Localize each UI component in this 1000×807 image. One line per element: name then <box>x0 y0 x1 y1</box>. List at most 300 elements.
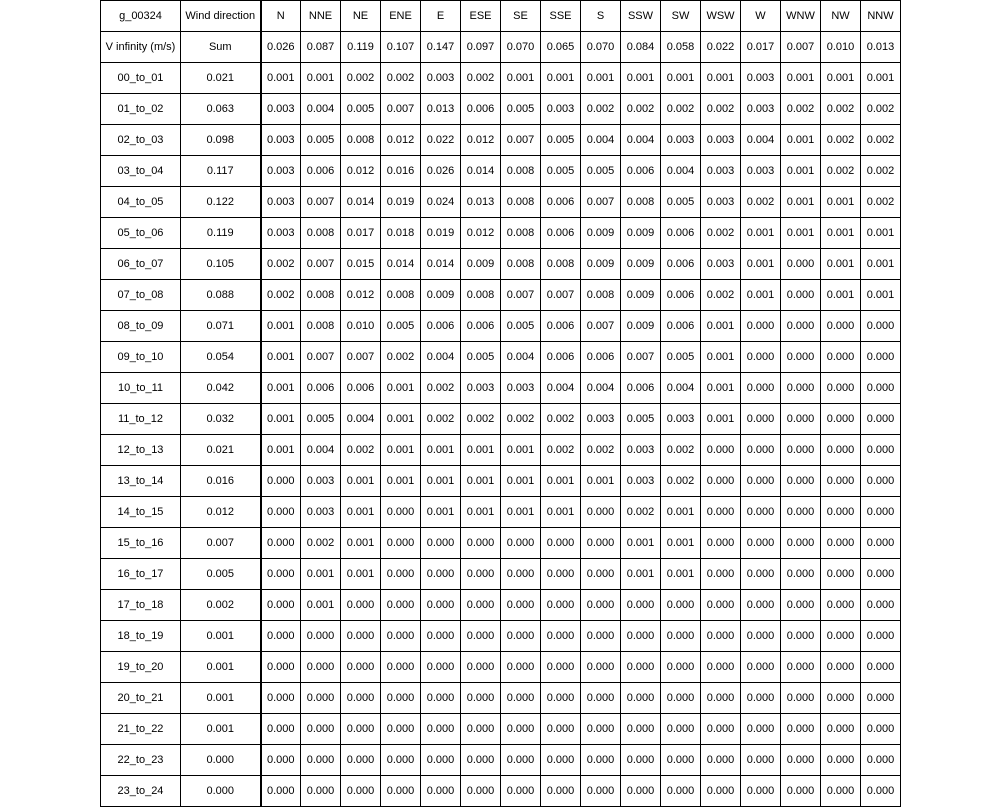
frequency-cell: 0.000 <box>261 745 301 776</box>
frequency-cell: 0.000 <box>741 435 781 466</box>
frequency-cell: 0.000 <box>821 528 861 559</box>
row-sum-cell: 0.117 <box>181 156 261 187</box>
frequency-cell: 0.000 <box>301 776 341 807</box>
frequency-cell: 0.001 <box>381 435 421 466</box>
frequency-cell: 0.012 <box>461 218 501 249</box>
direction-header-w: W <box>741 1 781 32</box>
frequency-cell: 0.006 <box>541 187 581 218</box>
frequency-cell: 0.000 <box>861 621 901 652</box>
frequency-cell: 0.000 <box>501 590 541 621</box>
frequency-cell: 0.001 <box>821 187 861 218</box>
frequency-cell: 0.001 <box>701 311 741 342</box>
frequency-cell: 0.000 <box>741 373 781 404</box>
speed-bin-label: 06_to_07 <box>101 249 181 280</box>
frequency-cell: 0.000 <box>821 652 861 683</box>
row-sum-cell: 0.001 <box>181 683 261 714</box>
frequency-cell: 0.002 <box>421 404 461 435</box>
speed-bin-label: 12_to_13 <box>101 435 181 466</box>
summary-cell: 0.058 <box>661 32 701 63</box>
frequency-cell: 0.000 <box>861 776 901 807</box>
frequency-cell: 0.001 <box>861 249 901 280</box>
table-row <box>101 373 901 404</box>
summary-cell: 0.017 <box>741 32 781 63</box>
direction-header-nw: NW <box>821 1 861 32</box>
frequency-cell: 0.000 <box>741 342 781 373</box>
frequency-cell: 0.000 <box>261 528 301 559</box>
frequency-cell: 0.001 <box>781 218 821 249</box>
frequency-cell: 0.005 <box>661 342 701 373</box>
frequency-cell: 0.004 <box>661 156 701 187</box>
direction-header-se: SE <box>501 1 541 32</box>
frequency-cell: 0.000 <box>621 590 661 621</box>
frequency-cell: 0.002 <box>701 280 741 311</box>
table-body <box>101 1 901 807</box>
frequency-cell: 0.000 <box>381 714 421 745</box>
direction-header-ese: ESE <box>461 1 501 32</box>
frequency-cell: 0.001 <box>781 187 821 218</box>
frequency-cell: 0.001 <box>461 466 501 497</box>
frequency-cell: 0.009 <box>581 218 621 249</box>
frequency-cell: 0.000 <box>341 621 381 652</box>
frequency-cell: 0.019 <box>381 187 421 218</box>
frequency-cell: 0.000 <box>461 776 501 807</box>
frequency-cell: 0.002 <box>461 404 501 435</box>
frequency-cell: 0.000 <box>741 621 781 652</box>
frequency-cell: 0.000 <box>501 652 541 683</box>
table-row <box>101 342 901 373</box>
frequency-cell: 0.000 <box>581 745 621 776</box>
frequency-cell: 0.014 <box>461 156 501 187</box>
frequency-cell: 0.000 <box>701 528 741 559</box>
frequency-cell: 0.008 <box>341 125 381 156</box>
frequency-cell: 0.008 <box>541 249 581 280</box>
frequency-cell: 0.002 <box>621 94 661 125</box>
frequency-cell: 0.001 <box>701 63 741 94</box>
speed-bin-label: 07_to_08 <box>101 280 181 311</box>
table-row <box>101 559 901 590</box>
frequency-cell: 0.008 <box>301 280 341 311</box>
frequency-cell: 0.009 <box>621 218 661 249</box>
frequency-cell: 0.000 <box>501 621 541 652</box>
frequency-cell: 0.000 <box>701 745 741 776</box>
frequency-cell: 0.000 <box>421 559 461 590</box>
table-row <box>101 94 901 125</box>
frequency-cell: 0.001 <box>781 63 821 94</box>
frequency-cell: 0.000 <box>421 776 461 807</box>
frequency-cell: 0.001 <box>421 497 461 528</box>
frequency-cell: 0.000 <box>821 435 861 466</box>
frequency-cell: 0.000 <box>381 776 421 807</box>
table-row <box>101 63 901 94</box>
summary-cell: 0.084 <box>621 32 661 63</box>
frequency-cell: 0.000 <box>821 621 861 652</box>
frequency-cell: 0.001 <box>261 63 301 94</box>
frequency-cell: 0.001 <box>661 528 701 559</box>
frequency-cell: 0.005 <box>301 125 341 156</box>
frequency-cell: 0.000 <box>541 559 581 590</box>
row-sum-cell: 0.016 <box>181 466 261 497</box>
direction-header-sw: SW <box>661 1 701 32</box>
speed-bin-label: 20_to_21 <box>101 683 181 714</box>
frequency-cell: 0.001 <box>501 435 541 466</box>
frequency-cell: 0.008 <box>301 218 341 249</box>
row-sum-cell: 0.007 <box>181 528 261 559</box>
frequency-cell: 0.002 <box>341 435 381 466</box>
frequency-cell: 0.001 <box>661 63 701 94</box>
frequency-cell: 0.000 <box>661 776 701 807</box>
frequency-cell: 0.002 <box>661 466 701 497</box>
frequency-cell: 0.001 <box>381 466 421 497</box>
frequency-cell: 0.002 <box>341 63 381 94</box>
frequency-cell: 0.000 <box>381 652 421 683</box>
frequency-cell: 0.000 <box>701 559 741 590</box>
frequency-cell: 0.000 <box>661 590 701 621</box>
frequency-cell: 0.001 <box>621 528 661 559</box>
frequency-cell: 0.007 <box>381 94 421 125</box>
frequency-cell: 0.000 <box>781 280 821 311</box>
speed-bin-label: 11_to_12 <box>101 404 181 435</box>
frequency-cell: 0.003 <box>701 249 741 280</box>
frequency-cell: 0.004 <box>621 125 661 156</box>
summary-cell: 0.119 <box>341 32 381 63</box>
frequency-cell: 0.000 <box>821 590 861 621</box>
frequency-cell: 0.000 <box>621 652 661 683</box>
direction-header-ene: ENE <box>381 1 421 32</box>
frequency-cell: 0.005 <box>581 156 621 187</box>
frequency-cell: 0.000 <box>741 404 781 435</box>
row-sum-cell: 0.119 <box>181 218 261 249</box>
frequency-cell: 0.000 <box>581 559 621 590</box>
frequency-cell: 0.000 <box>701 497 741 528</box>
frequency-cell: 0.007 <box>581 311 621 342</box>
frequency-cell: 0.012 <box>461 125 501 156</box>
frequency-cell: 0.002 <box>861 125 901 156</box>
frequency-cell: 0.000 <box>781 249 821 280</box>
summary-cell: 0.022 <box>701 32 741 63</box>
frequency-cell: 0.000 <box>621 621 661 652</box>
frequency-cell: 0.000 <box>861 590 901 621</box>
frequency-cell: 0.000 <box>701 683 741 714</box>
frequency-cell: 0.001 <box>341 528 381 559</box>
frequency-cell: 0.000 <box>861 652 901 683</box>
frequency-cell: 0.000 <box>621 776 661 807</box>
frequency-cell: 0.007 <box>301 187 341 218</box>
row-sum-cell: 0.001 <box>181 621 261 652</box>
speed-bin-label: 21_to_22 <box>101 714 181 745</box>
frequency-cell: 0.000 <box>581 497 621 528</box>
frequency-cell: 0.003 <box>621 435 661 466</box>
frequency-cell: 0.000 <box>821 311 861 342</box>
corner-label: g_00324 <box>101 1 181 32</box>
frequency-cell: 0.000 <box>781 311 821 342</box>
frequency-cell: 0.001 <box>781 156 821 187</box>
frequency-cell: 0.000 <box>541 590 581 621</box>
frequency-cell: 0.000 <box>861 466 901 497</box>
frequency-cell: 0.000 <box>701 435 741 466</box>
summary-cell: 0.010 <box>821 32 861 63</box>
summary-cell: 0.107 <box>381 32 421 63</box>
frequency-cell: 0.000 <box>261 776 301 807</box>
frequency-cell: 0.009 <box>461 249 501 280</box>
frequency-cell: 0.000 <box>741 714 781 745</box>
frequency-cell: 0.000 <box>301 683 341 714</box>
frequency-cell: 0.002 <box>861 94 901 125</box>
frequency-cell: 0.002 <box>381 63 421 94</box>
frequency-cell: 0.026 <box>421 156 461 187</box>
frequency-cell: 0.003 <box>741 156 781 187</box>
frequency-cell: 0.000 <box>461 745 501 776</box>
frequency-cell: 0.017 <box>341 218 381 249</box>
frequency-cell: 0.000 <box>701 590 741 621</box>
frequency-cell: 0.001 <box>821 280 861 311</box>
frequency-cell: 0.000 <box>741 683 781 714</box>
speed-bin-label: 23_to_24 <box>101 776 181 807</box>
frequency-cell: 0.009 <box>621 249 661 280</box>
frequency-cell: 0.000 <box>341 776 381 807</box>
frequency-cell: 0.000 <box>781 590 821 621</box>
speed-bin-label: 16_to_17 <box>101 559 181 590</box>
frequency-cell: 0.007 <box>581 187 621 218</box>
frequency-cell: 0.000 <box>741 590 781 621</box>
row-sum-cell: 0.105 <box>181 249 261 280</box>
speed-bin-label: 03_to_04 <box>101 156 181 187</box>
table-row <box>101 745 901 776</box>
frequency-cell: 0.000 <box>381 745 421 776</box>
frequency-cell: 0.001 <box>741 249 781 280</box>
table-row <box>101 187 901 218</box>
speed-bin-label: 09_to_10 <box>101 342 181 373</box>
frequency-cell: 0.008 <box>501 187 541 218</box>
speed-bin-label: 08_to_09 <box>101 311 181 342</box>
table-row <box>101 404 901 435</box>
frequency-cell: 0.022 <box>421 125 461 156</box>
frequency-cell: 0.000 <box>861 683 901 714</box>
frequency-cell: 0.000 <box>541 528 581 559</box>
frequency-cell: 0.005 <box>661 187 701 218</box>
frequency-cell: 0.002 <box>581 94 621 125</box>
frequency-cell: 0.000 <box>781 776 821 807</box>
table-row <box>101 497 901 528</box>
speed-bin-label: 17_to_18 <box>101 590 181 621</box>
frequency-cell: 0.002 <box>301 528 341 559</box>
frequency-cell: 0.006 <box>421 311 461 342</box>
frequency-cell: 0.002 <box>701 94 741 125</box>
frequency-cell: 0.001 <box>701 404 741 435</box>
frequency-cell: 0.001 <box>341 466 381 497</box>
frequency-cell: 0.000 <box>621 714 661 745</box>
frequency-cell: 0.014 <box>381 249 421 280</box>
frequency-cell: 0.000 <box>421 683 461 714</box>
frequency-cell: 0.001 <box>421 466 461 497</box>
frequency-cell: 0.003 <box>741 63 781 94</box>
frequency-cell: 0.016 <box>381 156 421 187</box>
speed-bin-label: 14_to_15 <box>101 497 181 528</box>
frequency-cell: 0.001 <box>861 280 901 311</box>
frequency-cell: 0.000 <box>701 466 741 497</box>
frequency-cell: 0.000 <box>661 714 701 745</box>
frequency-cell: 0.000 <box>421 621 461 652</box>
frequency-cell: 0.001 <box>341 559 381 590</box>
frequency-cell: 0.000 <box>261 559 301 590</box>
frequency-cell: 0.000 <box>781 652 821 683</box>
frequency-cell: 0.006 <box>621 156 661 187</box>
frequency-cell: 0.003 <box>261 125 301 156</box>
frequency-cell: 0.000 <box>501 776 541 807</box>
frequency-cell: 0.000 <box>821 683 861 714</box>
frequency-cell: 0.002 <box>421 373 461 404</box>
frequency-cell: 0.000 <box>341 590 381 621</box>
frequency-cell: 0.002 <box>261 280 301 311</box>
table-row <box>101 683 901 714</box>
frequency-cell: 0.006 <box>621 373 661 404</box>
frequency-cell: 0.001 <box>501 466 541 497</box>
frequency-cell: 0.001 <box>621 63 661 94</box>
frequency-cell: 0.000 <box>781 342 821 373</box>
frequency-cell: 0.000 <box>741 466 781 497</box>
frequency-cell: 0.001 <box>261 342 301 373</box>
table-row <box>101 125 901 156</box>
row-sum-cell: 0.098 <box>181 125 261 156</box>
frequency-cell: 0.000 <box>861 404 901 435</box>
header-row <box>101 1 901 32</box>
direction-header-ssw: SSW <box>621 1 661 32</box>
frequency-cell: 0.000 <box>581 528 621 559</box>
frequency-cell: 0.003 <box>461 373 501 404</box>
frequency-cell: 0.003 <box>741 94 781 125</box>
frequency-cell: 0.006 <box>581 342 621 373</box>
frequency-cell: 0.008 <box>621 187 661 218</box>
frequency-cell: 0.015 <box>341 249 381 280</box>
frequency-cell: 0.001 <box>781 125 821 156</box>
direction-header-wsw: WSW <box>701 1 741 32</box>
frequency-cell: 0.000 <box>861 373 901 404</box>
speed-bin-label: 05_to_06 <box>101 218 181 249</box>
frequency-cell: 0.000 <box>341 683 381 714</box>
row-sum-cell: 0.071 <box>181 311 261 342</box>
frequency-cell: 0.000 <box>261 652 301 683</box>
frequency-cell: 0.000 <box>421 714 461 745</box>
summary-cell: 0.070 <box>581 32 621 63</box>
frequency-cell: 0.001 <box>301 590 341 621</box>
frequency-cell: 0.003 <box>261 218 301 249</box>
frequency-cell: 0.000 <box>421 652 461 683</box>
frequency-cell: 0.001 <box>461 435 501 466</box>
frequency-cell: 0.009 <box>621 280 661 311</box>
frequency-cell: 0.000 <box>781 621 821 652</box>
frequency-cell: 0.000 <box>301 621 341 652</box>
row-sum-cell: 0.005 <box>181 559 261 590</box>
frequency-cell: 0.000 <box>541 745 581 776</box>
frequency-cell: 0.001 <box>861 63 901 94</box>
frequency-cell: 0.000 <box>301 745 341 776</box>
frequency-cell: 0.003 <box>261 187 301 218</box>
speed-bin-label: 19_to_20 <box>101 652 181 683</box>
frequency-cell: 0.001 <box>861 218 901 249</box>
frequency-cell: 0.002 <box>661 94 701 125</box>
frequency-cell: 0.000 <box>541 776 581 807</box>
frequency-cell: 0.000 <box>741 652 781 683</box>
frequency-cell: 0.000 <box>861 745 901 776</box>
frequency-cell: 0.000 <box>541 621 581 652</box>
frequency-cell: 0.000 <box>421 590 461 621</box>
direction-header-nne: NNE <box>301 1 341 32</box>
frequency-cell: 0.002 <box>821 94 861 125</box>
frequency-cell: 0.006 <box>341 373 381 404</box>
frequency-cell: 0.000 <box>821 776 861 807</box>
frequency-cell: 0.000 <box>501 559 541 590</box>
frequency-cell: 0.000 <box>501 528 541 559</box>
frequency-cell: 0.005 <box>501 94 541 125</box>
speed-bin-label: 10_to_11 <box>101 373 181 404</box>
frequency-cell: 0.000 <box>821 559 861 590</box>
frequency-cell: 0.004 <box>661 373 701 404</box>
frequency-cell: 0.001 <box>621 559 661 590</box>
frequency-cell: 0.002 <box>621 497 661 528</box>
frequency-cell: 0.000 <box>861 342 901 373</box>
frequency-cell: 0.001 <box>261 404 301 435</box>
direction-header-nnw: NNW <box>861 1 901 32</box>
frequency-cell: 0.000 <box>501 714 541 745</box>
summary-cell: 0.007 <box>781 32 821 63</box>
frequency-cell: 0.000 <box>781 714 821 745</box>
frequency-cell: 0.019 <box>421 218 461 249</box>
frequency-cell: 0.000 <box>861 714 901 745</box>
frequency-cell: 0.000 <box>621 745 661 776</box>
frequency-cell: 0.008 <box>501 249 541 280</box>
summary-cell: 0.070 <box>501 32 541 63</box>
frequency-cell: 0.000 <box>421 528 461 559</box>
frequency-cell: 0.000 <box>581 714 621 745</box>
frequency-cell: 0.000 <box>541 683 581 714</box>
frequency-cell: 0.005 <box>501 311 541 342</box>
frequency-cell: 0.000 <box>581 776 621 807</box>
frequency-cell: 0.000 <box>781 466 821 497</box>
frequency-cell: 0.003 <box>701 125 741 156</box>
frequency-cell: 0.018 <box>381 218 421 249</box>
frequency-cell: 0.000 <box>701 776 741 807</box>
frequency-cell: 0.000 <box>821 373 861 404</box>
frequency-cell: 0.000 <box>581 652 621 683</box>
frequency-cell: 0.000 <box>741 497 781 528</box>
frequency-cell: 0.014 <box>421 249 461 280</box>
frequency-cell: 0.006 <box>301 156 341 187</box>
frequency-cell: 0.010 <box>341 311 381 342</box>
row-sum-cell: 0.088 <box>181 280 261 311</box>
frequency-cell: 0.000 <box>461 683 501 714</box>
frequency-cell: 0.000 <box>381 497 421 528</box>
frequency-cell: 0.000 <box>581 683 621 714</box>
direction-header-n: N <box>261 1 301 32</box>
table-row <box>101 652 901 683</box>
frequency-cell: 0.001 <box>741 218 781 249</box>
frequency-cell: 0.002 <box>821 156 861 187</box>
speed-bin-label: 13_to_14 <box>101 466 181 497</box>
frequency-cell: 0.000 <box>461 528 501 559</box>
frequency-cell: 0.000 <box>661 621 701 652</box>
frequency-cell: 0.002 <box>381 342 421 373</box>
frequency-cell: 0.008 <box>301 311 341 342</box>
table-row <box>101 311 901 342</box>
frequency-cell: 0.001 <box>741 280 781 311</box>
frequency-cell: 0.009 <box>421 280 461 311</box>
row-sum-cell: 0.001 <box>181 652 261 683</box>
frequency-cell: 0.001 <box>301 559 341 590</box>
frequency-cell: 0.001 <box>581 63 621 94</box>
summary-cell: 0.087 <box>301 32 341 63</box>
row-sum-cell: 0.002 <box>181 590 261 621</box>
frequency-cell: 0.004 <box>341 404 381 435</box>
frequency-cell: 0.007 <box>501 280 541 311</box>
